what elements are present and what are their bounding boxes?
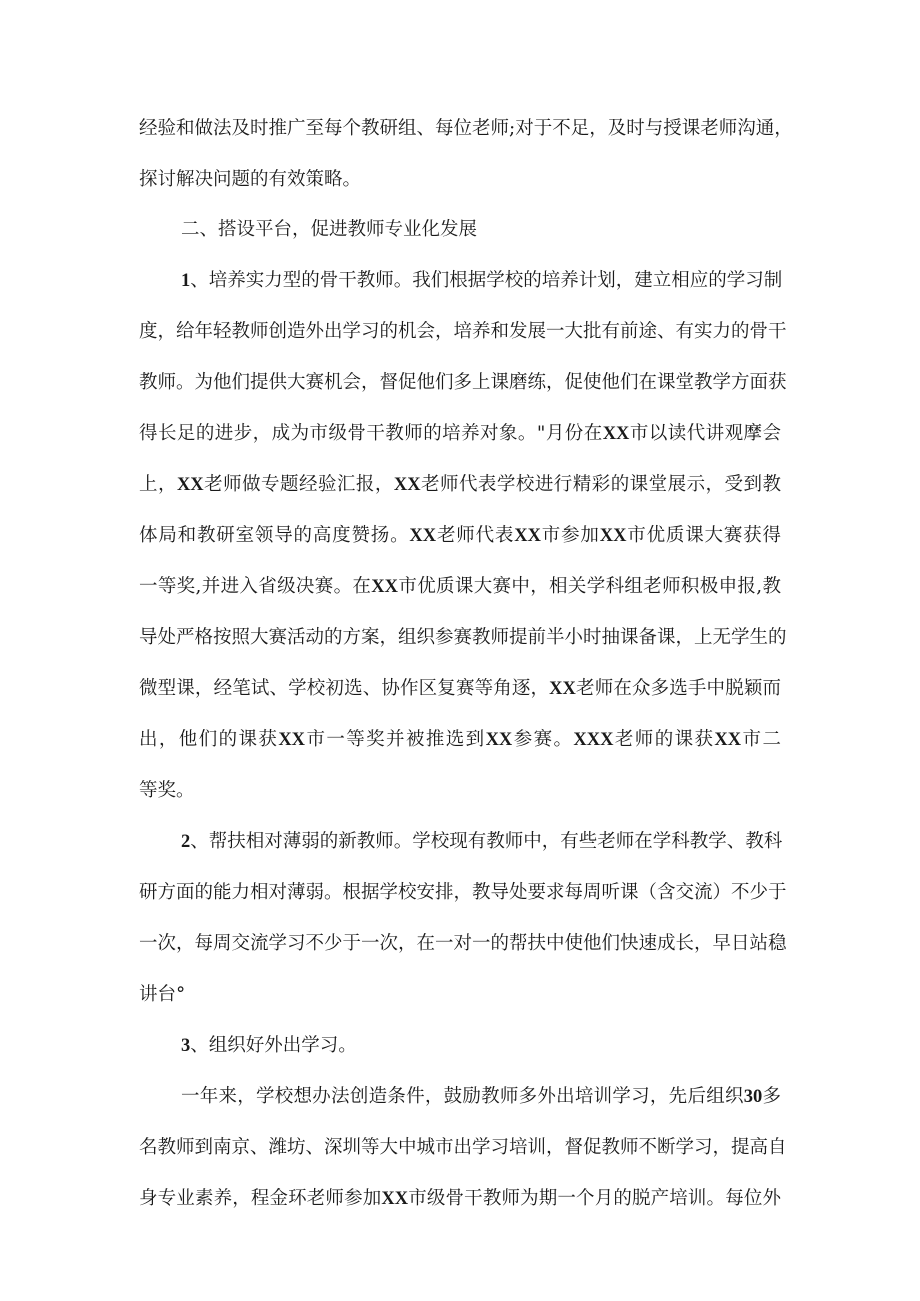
paragraph-line: 出，他们的课获XX市一等奖并被推选到XX参赛。XXX老师的课获XX市二 [139,729,781,750]
paragraph-line: 一年来，学校想办法创造条件，鼓励教师多外出培训学习，先后组织30多 [181,1086,781,1107]
paragraph-line: 教师。为他们提供大赛机会，督促他们多上课磨练，促使他们在课堂教学方面获 [139,372,787,393]
paragraph-line: 得长足的进步，成为市级骨干教师的培养对象。"月份在XX市以读代讲观摩会 [139,423,781,444]
paragraph-line: 名教师到南京、潍坊、深圳等大中城市出学习培训，督促教师不断学习，提高自 [139,1137,787,1158]
paragraph-line: 上，XX老师做专题经验汇报，XX老师代表学校进行精彩的课堂展示，受到教 [139,474,781,495]
subsection-heading: 3、组织好外出学习。 [181,1035,357,1056]
paragraph-line: 微型课，经笔试、学校初选、协作区复赛等角逐，XX老师在众多选手中脱颖而 [139,678,781,699]
paragraph-line: 等奖。 [139,780,195,801]
paragraph-line: 一次，每周交流学习不少于一次，在一对一的帮扶中使他们快速成长，早日站稳 [139,933,787,954]
paragraph-line: 度，给年轻教师创造外出学习的机会，培养和发展一大批有前途、有实力的骨干 [139,321,787,342]
paragraph-line: 探讨解决问题的有效策略。 [139,169,362,190]
section-heading: 二、搭设平台，促进教师专业化发展 [181,219,478,240]
paragraph-line: 讲台° [139,984,186,1005]
paragraph-line: 身专业素养，程金环老师参加XX市级骨干教师为期一个月的脱产培训。每位外 [139,1188,781,1209]
paragraph-line: 研方面的能力相对薄弱。根据学校安排，教导处要求每周听课（含交流）不少于 [139,882,787,903]
paragraph-line: 2、帮扶相对薄弱的新教师。学校现有教师中，有些老师在学科教学、教科 [181,831,783,852]
paragraph-line: 1、培养实力型的骨干教师。我们根据学校的培养计划，建立相应的学习制 [181,270,783,291]
paragraph-line: 经验和做法及时推广至每个教研组、每位老师;对于不足，及时与授课老师沟通， [139,118,793,139]
paragraph-line: 体局和教研室领导的高度赞扬。XX老师代表XX市参加XX市优质课大赛获得 [139,525,781,546]
paragraph-line: 一等奖,并进入省级决赛。在XX市优质课大赛中，相关学科组老师积极申报,教 [139,576,781,597]
paragraph-line: 导处严格按照大赛活动的方案，组织参赛教师提前半小时抽课备课，上无学生的 [139,627,787,648]
